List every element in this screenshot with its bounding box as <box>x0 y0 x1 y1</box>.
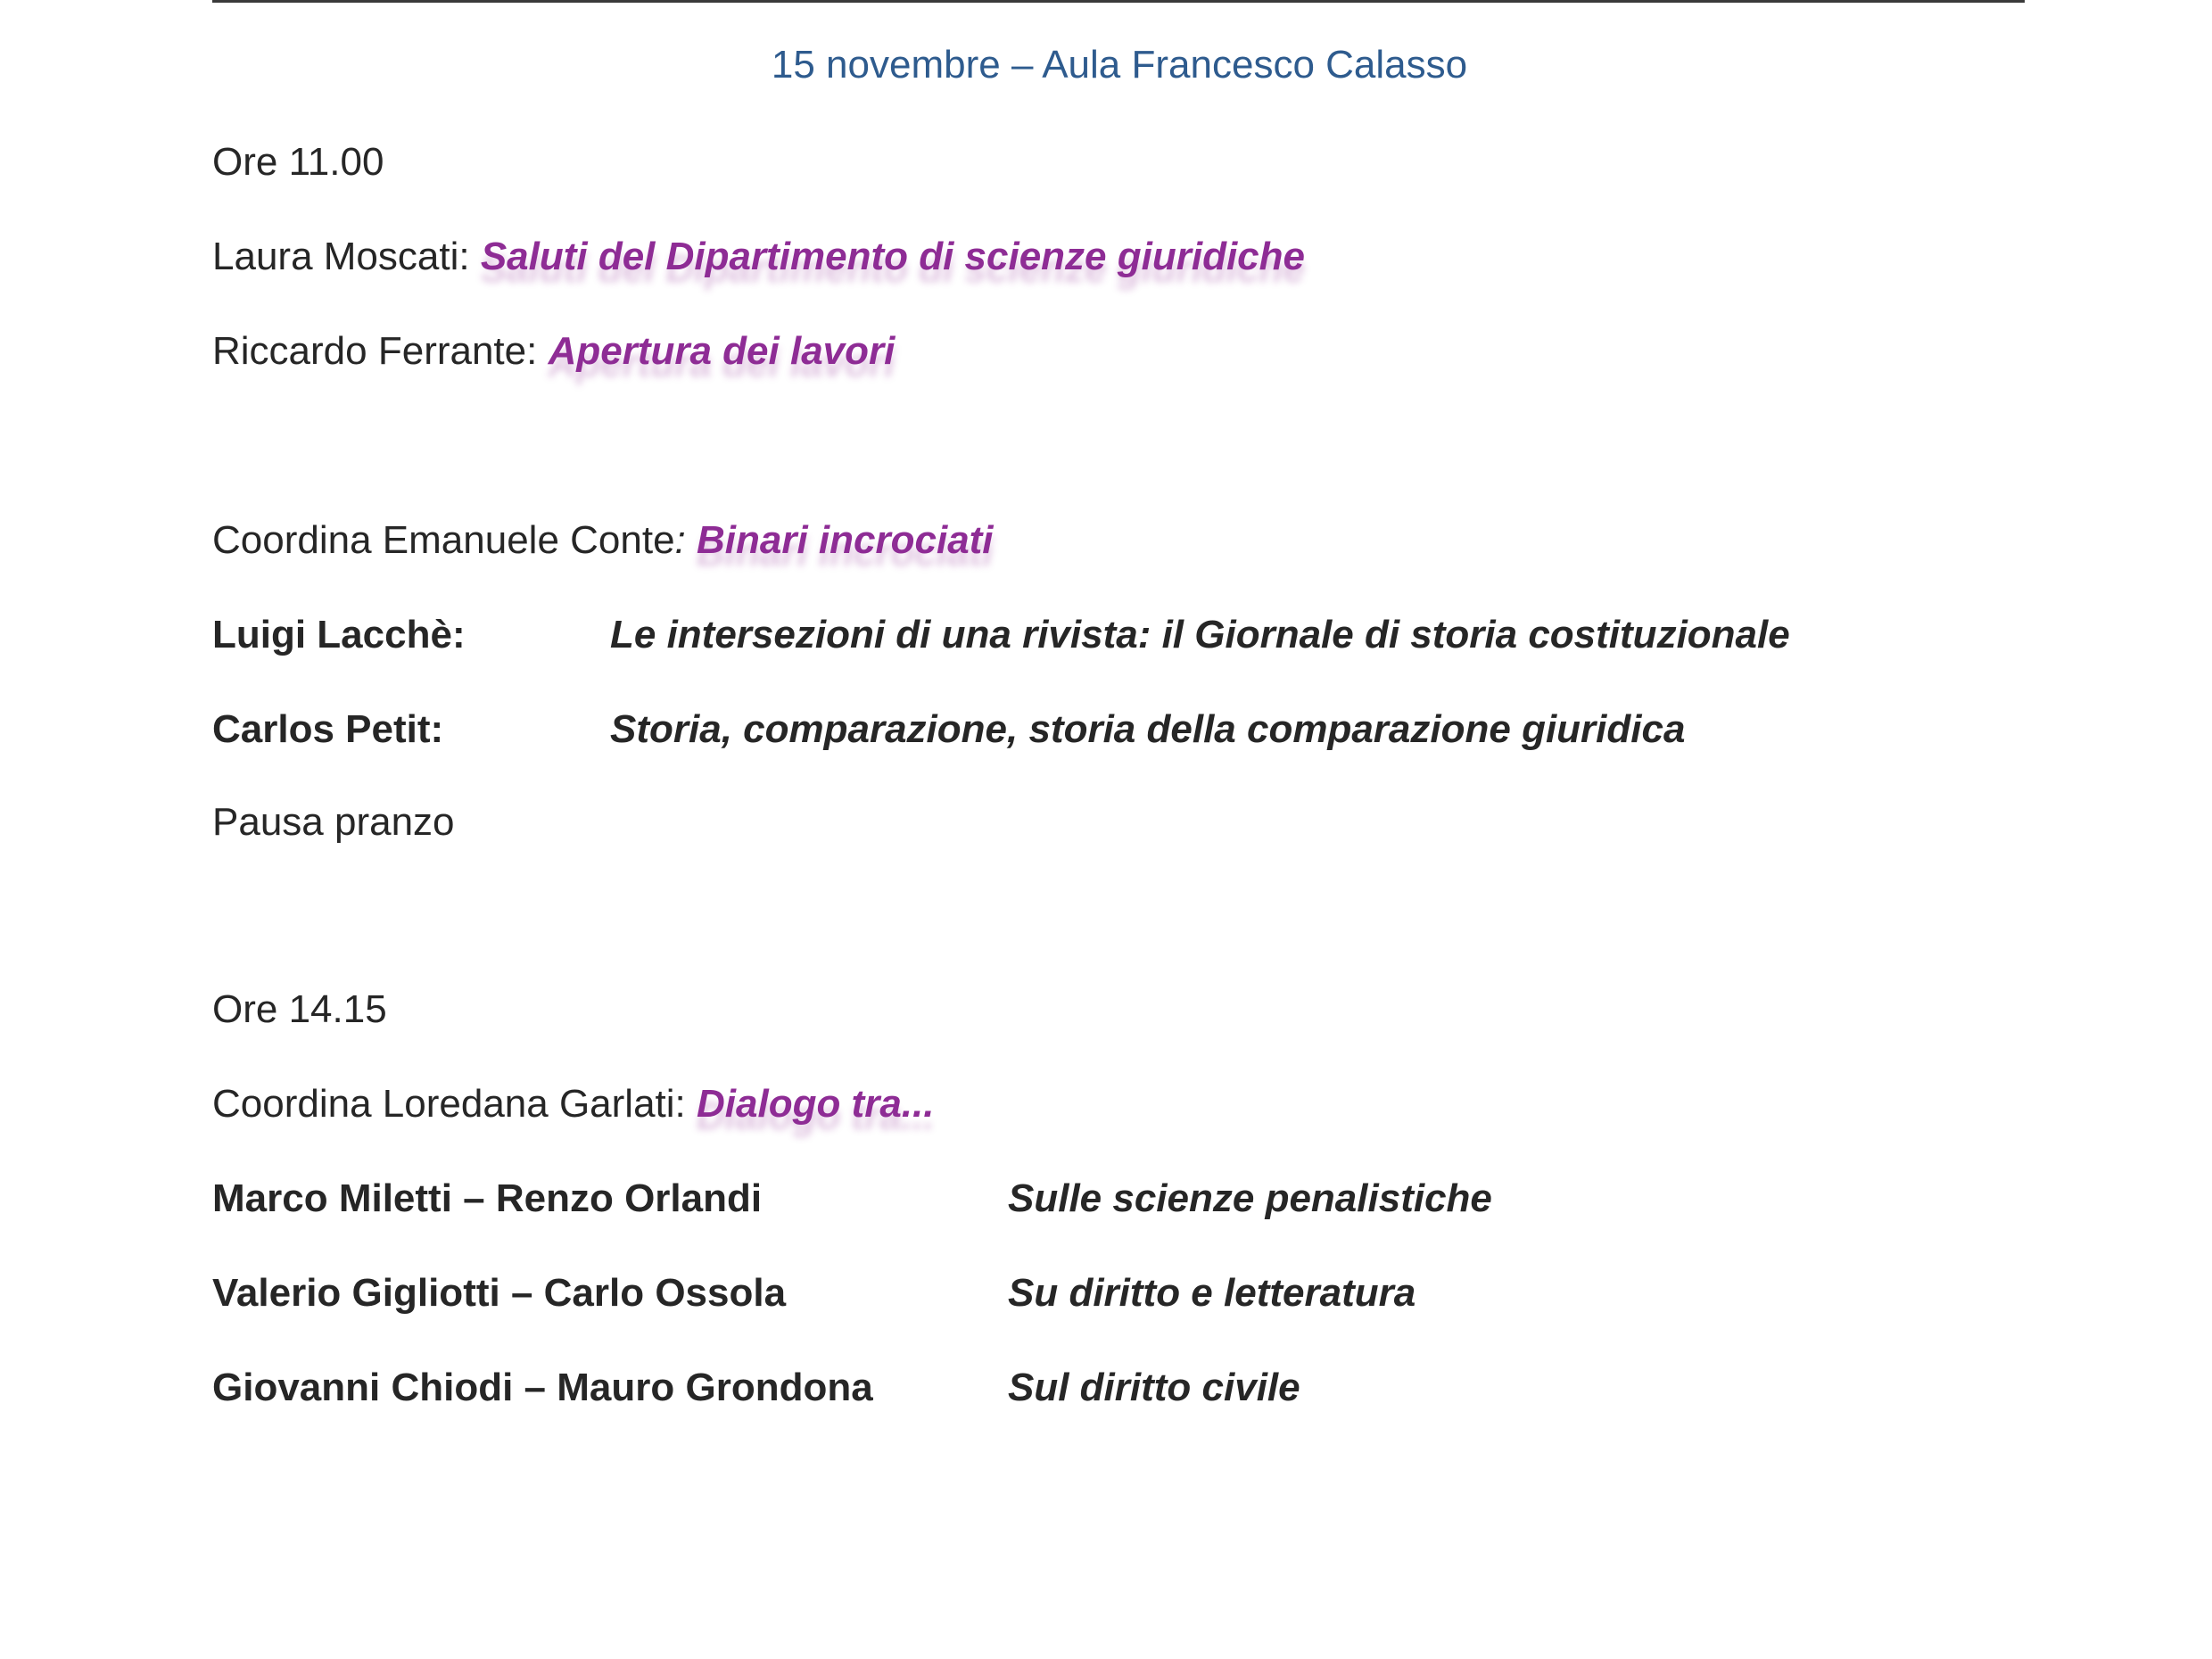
talk-2-title: Storia, comparazione, storia della comparazione giuridica <box>610 707 1686 751</box>
dialogue-1-topic: Sulle scienze penalistiche <box>1008 1176 1492 1220</box>
dialogue-2-speakers: Valerio Gigliotti – Carlo Ossola <box>212 1271 787 1315</box>
event-subtitle: 15 novembre – Aula Francesco Calasso <box>771 43 1468 87</box>
dialogue-3-topic: Sul diritto civile <box>1008 1366 1300 1409</box>
afternoon-time: Ore 14.15 <box>212 987 387 1031</box>
morning-session-title: Binari incrociati <box>697 518 994 562</box>
talk-2-speaker: Carlos Petit: <box>212 707 444 751</box>
talk-1-speaker: Luigi Lacchè: <box>212 613 466 656</box>
greeting-1 <box>212 237 1305 276</box>
greeting-2-title: Apertura dei lavori <box>548 329 896 373</box>
greeting-1-title: Saluti del Dipartimento di scienze giuridiche <box>480 235 1305 278</box>
dialogue-2-topic: Su diritto e letteratura <box>1008 1271 1416 1315</box>
dialogue-3-speakers: Giovanni Chiodi – Mauro Grondona <box>212 1366 873 1409</box>
talk-1-title: Le intersezioni di una rivista: il Giornale di storia costituzionale <box>610 613 1790 656</box>
morning-time: Ore 11.00 <box>212 140 384 184</box>
morning-session <box>212 518 994 562</box>
afternoon-session-title: Dialogo tra... <box>697 1082 935 1126</box>
afternoon-coordinator: Coordina Loredana Garlati: <box>212 1082 697 1126</box>
morning-coordinator: Coordina Emanuele Conte <box>212 518 675 562</box>
afternoon-session <box>212 1082 935 1126</box>
top-rule <box>212 0 2025 3</box>
greeting-2-speaker: Riccardo Ferrante: <box>212 329 549 373</box>
greeting-2 <box>212 329 896 373</box>
dialogue-1-speakers: Marco Miletti – Renzo Orlandi <box>212 1176 763 1220</box>
morning-separator: : <box>674 518 697 562</box>
greeting-1-speaker: Laura Moscati: <box>212 235 481 278</box>
lunch-break: Pausa pranzo <box>212 800 455 844</box>
